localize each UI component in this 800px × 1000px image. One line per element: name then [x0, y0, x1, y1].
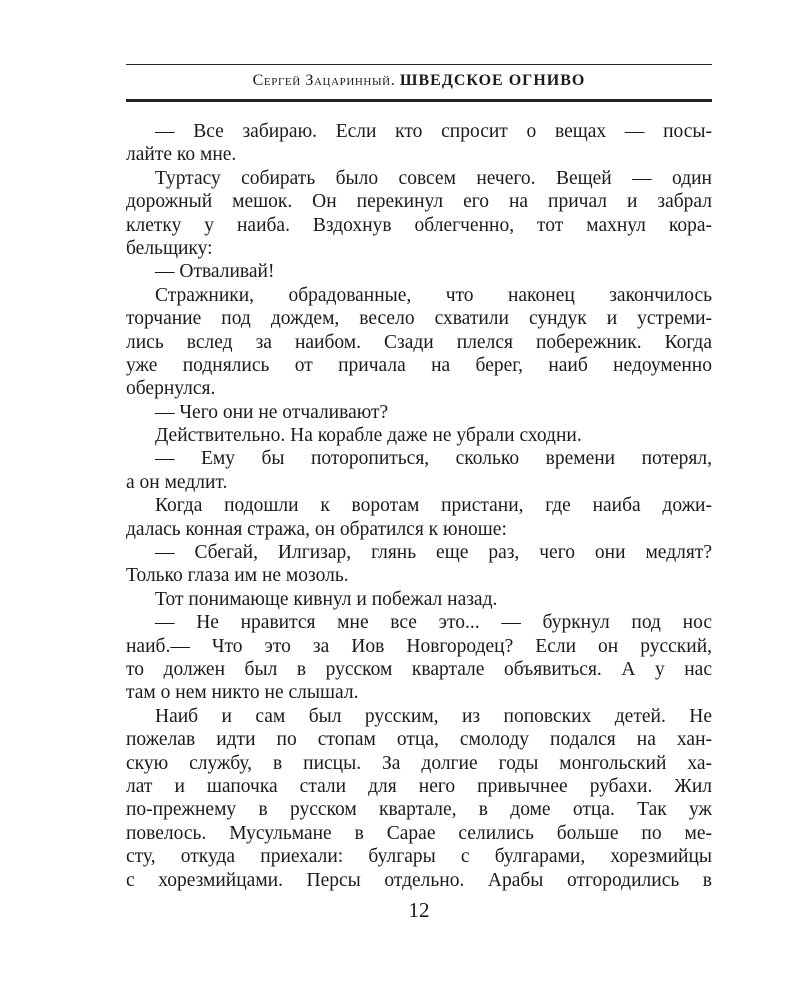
text-line: — Чего они не отчаливают? [155, 401, 389, 423]
text-line: скую службу, в писцы. За долгие годы монгольский ха- [126, 752, 712, 774]
header-author: Сергей Зацаринный. [252, 72, 396, 89]
text-line: лайте ко мне. [126, 144, 237, 166]
text-line: — Ему бы поторопиться, сколько времени потерял, [155, 448, 712, 470]
page-number: 12 [408, 898, 430, 922]
text-line: — Не нравится мне все это... — буркнул под нос [155, 612, 712, 634]
text-line: дорожный мешок. Он перекинул его на причал и забрал [126, 191, 712, 213]
text-line: Когда подошли к воротам пристани, где наиба дожи- [155, 495, 712, 517]
text-line: Только глаза им не мозоль. [126, 565, 349, 587]
text-line: — Отваливай! [155, 261, 275, 283]
header-rule-bottom [126, 99, 712, 102]
text-line: клетку у наиба. Вздохнув облегченно, тот махнул кора- [126, 214, 712, 236]
body-text [126, 120, 712, 892]
text-line: торчание под дождем, весело схватили сундук и устреми- [126, 308, 712, 330]
text-line: по-прежнему в русском квартале, в доме отца. Так уж [126, 799, 712, 821]
text-line: то должен был в русском квартале объявиться. А у нас [126, 658, 712, 680]
text-line: бельщику: [126, 237, 213, 259]
text-line: там о нем никто не слышал. [126, 682, 359, 704]
text-line: далась конная стража, он обратился к юноше: [126, 518, 507, 540]
text-line: лись вслед за наибом. Сзади плелся побережник. Когда [126, 331, 712, 353]
text-line: а он медлит. [126, 471, 228, 493]
text-line: лат и шапочка стали для него привычнее рубахи. Жил [126, 775, 712, 797]
text-line: Стражники, обрадованные, что наконец закончилось [155, 284, 712, 306]
text-line: уже поднялись от причала на берег, наиб недоуменно [126, 354, 712, 376]
running-header [126, 72, 712, 90]
text-line: — Все забираю. Если кто спросит о вещах — посы- [155, 121, 712, 142]
text-line: Действительно. На корабле даже не убрали сходни. [155, 425, 582, 447]
text-line: обернулся. [126, 378, 216, 400]
text-line: Туртасу собирать было совсем нечего. Вещей — один [155, 167, 712, 189]
header-rule-top [126, 64, 712, 65]
text-line: повелось. Мусульмане в Сарае селились больше по ме- [126, 822, 712, 844]
header-title: ШВЕДСКОЕ ОГНИВО [399, 72, 586, 89]
text-line: Наиб и сам был русским, из поповских детей. Не [155, 705, 712, 727]
text-line: пожелав идти по стопам отца, смолоду подался на хан- [126, 729, 712, 751]
text-line: — Сбегай, Илгизар, глянь еще раз, чего они медлят? [155, 542, 712, 564]
text-line: наиб.— Что это за Иов Новгородец? Если он русский, [126, 635, 712, 657]
text-line: с хорезмийцами. Персы отдельно. Арабы отгородились в [126, 869, 712, 891]
text-line: Тот понимающе кивнул и побежал назад. [155, 588, 498, 610]
text-line: сту, откуда приехали: булгары с булгарами, хорезмийцы [126, 846, 712, 868]
